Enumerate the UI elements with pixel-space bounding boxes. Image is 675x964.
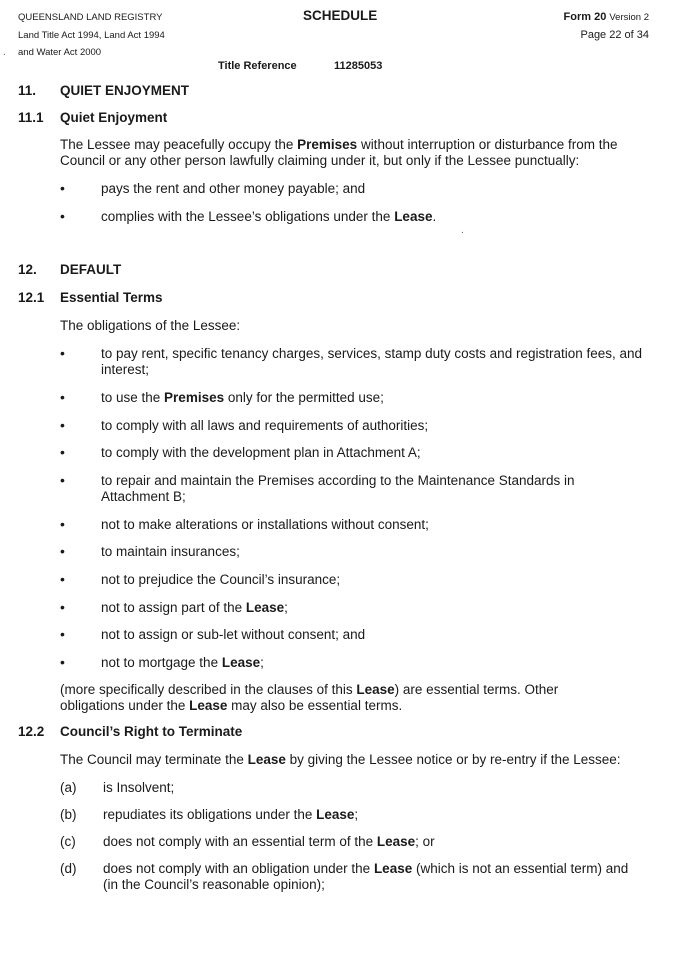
essential-terms-closing: (more specifically described in the clauses of this Lease) are essential terms. Other obligations under the Lease may also be essential terms. (60, 682, 559, 713)
page-number: Page 22 of 34 (580, 29, 649, 41)
section-12-2-number: 12.2 (18, 724, 45, 739)
bullet: • (60, 626, 65, 642)
form-version: Version 2 (609, 12, 649, 23)
list-item: to comply with the development plan in Attachment A; (101, 445, 421, 460)
bullet: • (60, 180, 65, 196)
list-item: not to prejudice the Council’s insurance; (101, 572, 341, 587)
section-12-1-number: 12.1 (18, 290, 45, 305)
bullet: • (60, 516, 65, 532)
section-11-title: QUIET ENJOYMENT (60, 83, 190, 98)
acts-line-2: and Water Act 2000 (18, 47, 102, 58)
list-item: complies with the Lessee’s obligations under the Lease. (101, 209, 437, 224)
section-12-2-title: Council’s Right to Terminate (60, 724, 243, 739)
section-11-1-intro: The Lessee may peacefully occupy the Premises without interruption or disturbance from the Council or any other person lawfully claiming under it, but only if the Lessee punctually: (60, 137, 618, 168)
list-item: pays the rent and other money payable; and (101, 181, 366, 196)
item-label: (b) (60, 807, 77, 822)
bullet: • (60, 345, 65, 361)
list-item: not to assign part of the Lease; (101, 600, 288, 615)
form-number: Form 20 (563, 11, 607, 23)
list-item: to comply with all laws and requirements of authorities; (101, 418, 429, 433)
section-12-number: 12. (18, 262, 37, 277)
bullet: • (60, 654, 65, 670)
form-label (564, 11, 649, 23)
bullet: • (60, 543, 65, 559)
list-item: to maintain insurances; (101, 544, 240, 559)
section-12-title: DEFAULT (60, 262, 122, 277)
item-text: is Insolvent; (103, 780, 175, 795)
bullet: • (60, 417, 65, 433)
bullet: • (60, 472, 65, 488)
list-item: to use the Premises only for the permitted use; (101, 390, 384, 405)
section-12-1-title: Essential Terms (60, 290, 163, 305)
bullet: • (60, 444, 65, 460)
item-text: repudiates its obligations under the Lease; (103, 807, 359, 822)
scan-mark: . (3, 47, 6, 58)
list-item: to repair and maintain the Premises according to the Maintenance Standards in Attachment B; (101, 473, 575, 504)
section-11-number: 11. (18, 83, 37, 98)
title-reference-value: 11285053 (334, 60, 383, 72)
bullet: • (60, 571, 65, 587)
item-label: (a) (60, 780, 77, 795)
scan-mark: . (461, 225, 464, 236)
schedule-heading: SCHEDULE (303, 8, 378, 23)
list-item: to pay rent, specific tenancy charges, services, stamp duty costs and registration fees, and interest; (101, 346, 643, 377)
item-label: (d) (60, 861, 77, 876)
bullet: • (60, 599, 65, 615)
registry-name: QUEENSLAND LAND REGISTRY (18, 12, 163, 23)
section-12-1-intro: The obligations of the Lessee: (60, 318, 241, 333)
section-12-2-intro: The Council may terminate the Lease by giving the Lessee notice or by re-entry if the Lessee: (60, 752, 621, 767)
item-label: (c) (60, 834, 76, 849)
title-reference-label: Title Reference (218, 60, 297, 72)
bullet: • (60, 389, 65, 405)
bullet: • (60, 208, 65, 224)
list-item: not to assign or sub-let without consent; and (101, 627, 366, 642)
section-11-1-title: Quiet Enjoyment (60, 110, 168, 125)
list-item: not to mortgage the Lease; (101, 655, 264, 670)
acts-line-1: Land Title Act 1994, Land Act 1994 (18, 30, 165, 41)
section-11-1-number: 11.1 (18, 110, 44, 125)
list-item: not to make alterations or installations without consent; (101, 517, 429, 532)
item-text: does not comply with an obligation under the Lease (which is not an essential term) and (in the Council’s reasonable opinion); (103, 861, 629, 892)
item-text: does not comply with an essential term of the Lease; or (103, 834, 435, 849)
